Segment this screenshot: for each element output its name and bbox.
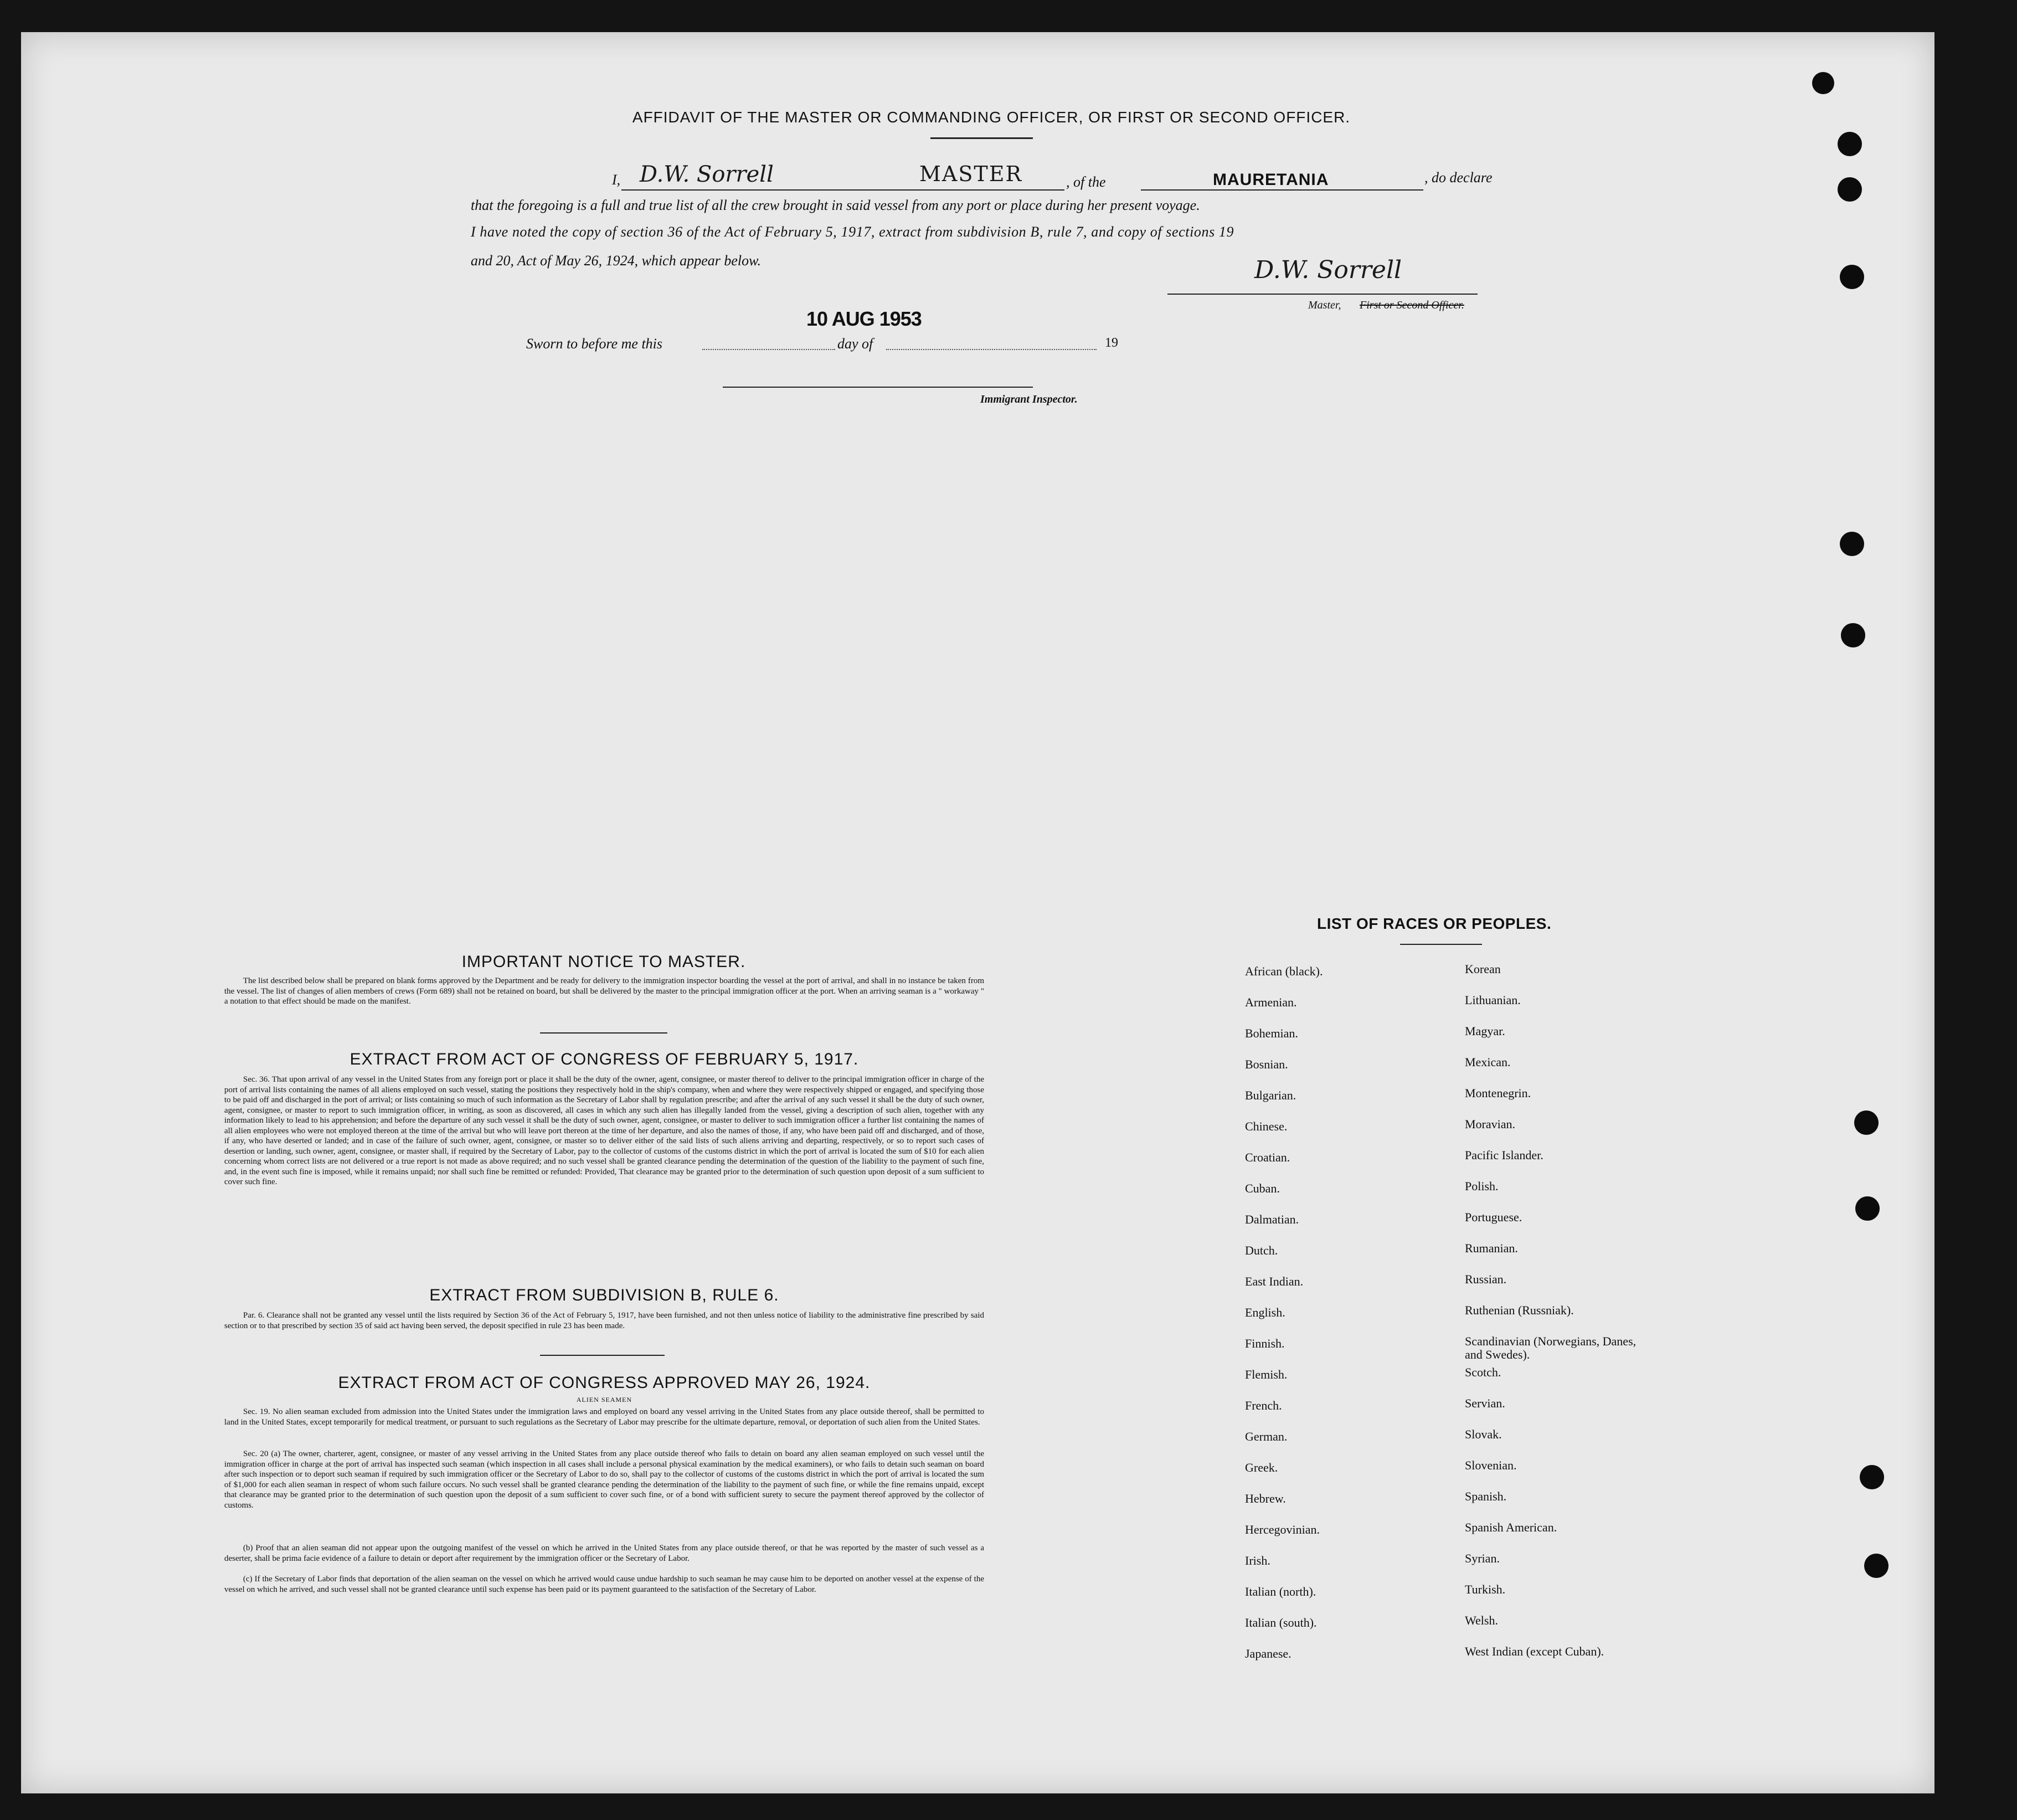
extract3-sec19: Sec. 19. No alien seaman excluded from admission into the United States under the immigration laws and employed on board any vessel arriving in the United States from any place outside thereof, shall be permitted to land in the United States, except temporarily for medical treatment, or pursuant to such regulations as the Secretary of Labor may prescribe for the ultimate departure, removal, or deportation of such alien from the United States. — [224, 1407, 984, 1427]
race-item: English. — [1245, 1305, 1285, 1319]
sworn-month-line — [886, 349, 1097, 350]
affidavit-title: AFFIDAVIT OF THE MASTER OR COMMANDING OFFICER, OR FIRST OR SECOND OFFICER. — [632, 109, 1351, 126]
race-item: Flemish. — [1245, 1367, 1288, 1381]
master-role: MASTER — [919, 162, 1023, 186]
race-item: Servian. — [1465, 1396, 1505, 1410]
race-item: Scotch. — [1465, 1365, 1501, 1379]
race-item: Italian (south). — [1245, 1616, 1317, 1629]
punch-hole — [1860, 1465, 1884, 1489]
races-column-2 — [1465, 963, 1675, 1676]
races-title: LIST OF RACES OR PEOPLES. — [1317, 915, 1552, 932]
inspector-label: Immigrant Inspector. — [980, 393, 1078, 405]
race-item: Spanish. — [1465, 1489, 1507, 1503]
race-item: Hebrew. — [1245, 1492, 1286, 1505]
race-item: Irish. — [1245, 1554, 1270, 1567]
punch-hole — [1854, 1110, 1879, 1135]
vessel-name: MAURETANIA — [1213, 171, 1329, 189]
race-item: Bosnian. — [1245, 1057, 1288, 1071]
race-item: Turkish. — [1465, 1582, 1506, 1596]
master-label: Master, — [1308, 299, 1341, 311]
title-rule — [930, 137, 1033, 139]
race-item: Ruthenian (Russniak). — [1465, 1303, 1574, 1317]
race-item: Bohemian. — [1245, 1026, 1298, 1040]
races-rule — [1400, 944, 1482, 945]
extract3-sec20b: (b) Proof that an alien seaman did not appear upon the outgoing manifest of the vessel on which he arrived in the United States from any place outside thereof, or that he was reported by the master of such vessel as a deserter, shall be prima facie evidence of a failure to detain or deport after requirement by the immigration officer or the Secretary of Labor. — [224, 1544, 984, 1563]
year-prefix: 19 — [1105, 336, 1118, 350]
race-item: Japanese. — [1245, 1647, 1292, 1660]
race-item: Cuban. — [1245, 1181, 1280, 1195]
extract2-body: Par. 6. Clearance shall not be granted any vessel until the lists required by Section 36 of the Act of February 5, 1917, have been furnished, and not then unless notice of liability to the administrative fine prescribed by said section or to that prescribed by section 35 of said act having been served, the deposit specified in rule 23 has been made. — [224, 1311, 984, 1330]
do-declare-label: , do declare — [1424, 169, 1493, 186]
i-label: I, — [612, 172, 621, 188]
race-item: Rumanian. — [1465, 1241, 1518, 1255]
race-item: French. — [1245, 1399, 1282, 1412]
sworn-label: Sworn to before me this — [526, 336, 663, 352]
race-item: Italian (north). — [1245, 1585, 1316, 1598]
races-column-1 — [1245, 965, 1422, 1678]
extract3-title: EXTRACT FROM ACT OF CONGRESS APPROVED MAY 26, 1924. — [338, 1374, 871, 1392]
master-signature: D.W. Sorrell — [640, 162, 774, 187]
punch-hole — [1855, 1196, 1880, 1221]
race-item: Chinese. — [1245, 1119, 1288, 1133]
extract1-body: Sec. 36. That upon arrival of any vessel in the United States from any foreign port or place it shall be the duty of the owner, agent, consignee, or master thereof to deliver to the principal immigration officer in charge of the port of arrival lists containing the names of all aliens employed on such vessel, stating the positions they respectively hold in the ship's company, when and where they were respectively shipped or engaged, and specifying those to be paid off and discharged in the port of arrival; or lists containing so much of such information as the Secretary of Labor shall by regulation prescribe; and after the arrival of any such vessel it shall be the duty of such owner, agent, consignee, or master to report to such immigration officer, in writing, as soon as discovered, all cases in which any such alien has illegally landed from the vessel, giving a description of such alien, together with any information likely to lead to his apprehension; and before the departure of any such vessel it shall be the duty of such owner, agent, consignee, or master to deliver to such immigration officer a further list containing the names of all alien employees who were not employed thereon at the time of the arrival but who will leave port thereon at the time of her departure, and also the names of those, if any, who have been paid off and discharged, and of those, if any, who have deserted or landed; and in case of the failure of such owner, agent, consignee, or master so to deliver either of the said lists of such aliens arriving and departing, respectively, or so to report such cases of desertion or landing, such owner, agent, consignee, or master shall, if required by the Secretary of Labor, pay to the collector of customs of the customs district in which the port of arrival is located the sum of $10 for each alien concerning whom correct lists are not delivered or a true report is not made as above required; and no such vessel shall be granted clearance pending the determination of the question of the liability to the payment of such fine, and, in the event such fine is imposed, while it remains unpaid; nor shall such fine be remitted or refunded: Provided, That clearance may be granted prior to the determination of such question upon deposit of a sum sufficient to cover such fine. — [224, 1075, 984, 1186]
extract3-sec20c: (c) If the Secretary of Labor finds that deportation of the alien seaman on the vessel on which he arrived would cause undue hardship to such seaman he may cause him to be deported on another vessel at the expense of the vessel on which he arrived, and such vessel shall not be granted clearance until such expense has been paid or its payment guaranteed to the satisfaction of the Secretary of Labor. — [224, 1575, 984, 1594]
day-of-label: day of — [837, 336, 873, 352]
vessel-line — [1141, 189, 1423, 191]
race-item: Lithuanian. — [1465, 993, 1521, 1007]
race-item: Scandinavian (Norwegians, Danes, and Swedes). — [1465, 1334, 1637, 1361]
race-item: Hercegovinian. — [1245, 1523, 1320, 1536]
race-item: Bulgarian. — [1245, 1088, 1296, 1102]
extract2-title: EXTRACT FROM SUBDIVISION B, RULE 6. — [429, 1286, 779, 1304]
race-item: Croatian. — [1245, 1150, 1290, 1164]
race-item: German. — [1245, 1430, 1288, 1443]
race-item: East Indian. — [1245, 1274, 1304, 1288]
race-item: West Indian (except Cuban). — [1465, 1644, 1604, 1658]
extract3-sec20a: Sec. 20 (a) The owner, charterer, agent, consignee, or master of any vessel arriving in the United States from any place outside thereof who fails to detain on board any alien seaman employed on such vessel until the immigration officer in charge at the port of arrival has inspected such seaman (which inspection in all cases shall include a personal physical examination by the medical examiners), or who fails to detain such seaman on board after such inspection or to deport such seaman if required by such immigration officer or the Secretary of Labor to do so, shall pay to the collector of customs of the customs district in which the port of arrival is located the sum of $1,000 for each alien seaman in respect of whom such failure occurs. No such vessel shall be granted clearance pending the determination of the liability to the payment of such fine, or while the fine remains unpaid, except that clearance may be granted prior to the determination of such question upon the deposit of a sum sufficient to cover such fine, or of a bond with sufficient surety to secure the payment thereof approved by the collector of customs. — [224, 1449, 984, 1510]
date-stamp: 10 AUG 1953 — [806, 307, 922, 330]
punch-hole — [1864, 1554, 1889, 1578]
notice-title: IMPORTANT NOTICE TO MASTER. — [461, 953, 746, 971]
race-item: Polish. — [1465, 1179, 1499, 1193]
race-item: Slovak. — [1465, 1427, 1502, 1441]
affidavit-line-3: and 20, Act of May 26, 1924, which appear below. — [471, 253, 761, 269]
punch-hole — [1838, 132, 1862, 156]
struck-officer-label: First or Second Officer. — [1360, 299, 1464, 311]
race-item: Finnish. — [1245, 1336, 1285, 1350]
inspector-line — [723, 387, 1033, 388]
name-line — [621, 189, 1064, 191]
race-item: Montenegrin. — [1465, 1086, 1531, 1100]
race-item: Portuguese. — [1465, 1210, 1522, 1224]
sworn-day-line — [702, 349, 835, 350]
race-item: Syrian. — [1465, 1551, 1500, 1565]
of-the-label: , of the — [1066, 174, 1106, 190]
punch-hole — [1841, 623, 1865, 647]
signature-line — [1167, 294, 1478, 295]
punch-hole — [1840, 532, 1864, 556]
master-signature-2: D.W. Sorrell — [1254, 256, 1402, 284]
race-item: Magyar. — [1465, 1024, 1505, 1038]
race-item: Russian. — [1465, 1272, 1507, 1286]
race-item: Moravian. — [1465, 1117, 1516, 1131]
race-item: Pacific Islander. — [1465, 1148, 1543, 1162]
affidavit-line-1: that the foregoing is a full and true list of all the crew brought in said vessel from any port or place during her present voyage. — [471, 197, 1200, 213]
affidavit-line-2: I have noted the copy of section 36 of the Act of February 5, 1917, extract from subdivision B, rule 7, and copy of sections 19 — [471, 224, 1234, 240]
extract2-rule — [540, 1355, 665, 1356]
punch-hole — [1840, 265, 1864, 289]
punch-hole — [1812, 72, 1834, 94]
race-item: African (black). — [1245, 964, 1323, 978]
punch-hole — [1838, 177, 1862, 202]
race-item: Spanish American. — [1465, 1520, 1557, 1534]
race-item: Welsh. — [1465, 1613, 1498, 1627]
race-item: Armenian. — [1245, 995, 1297, 1009]
race-item: Dalmatian. — [1245, 1212, 1299, 1226]
race-item: Korean — [1465, 962, 1501, 976]
race-item: Dutch. — [1245, 1243, 1278, 1257]
race-item: Greek. — [1245, 1461, 1278, 1474]
extract1-title: EXTRACT FROM ACT OF CONGRESS OF FEBRUARY 5, 1917. — [349, 1050, 859, 1068]
notice-rule — [540, 1032, 667, 1034]
notice-body: The list described below shall be prepared on blank forms approved by the Department and be ready for delivery to the immigration inspector boarding the vessel at the port of arrival, and shall in no instance be taken from the vessel. The list of changes of alien members of crews (Form 689) shall not be retained on board, but shall be delivered by the master to the principal immigration officer at the port. When an arriving seaman is a " workaway " a notation to that effect should be made on the manifest. — [224, 976, 984, 1006]
extract3-subtitle: ALIEN SEAMEN — [576, 1396, 632, 1403]
race-item: Slovenian. — [1465, 1458, 1517, 1472]
race-item: Mexican. — [1465, 1055, 1511, 1069]
